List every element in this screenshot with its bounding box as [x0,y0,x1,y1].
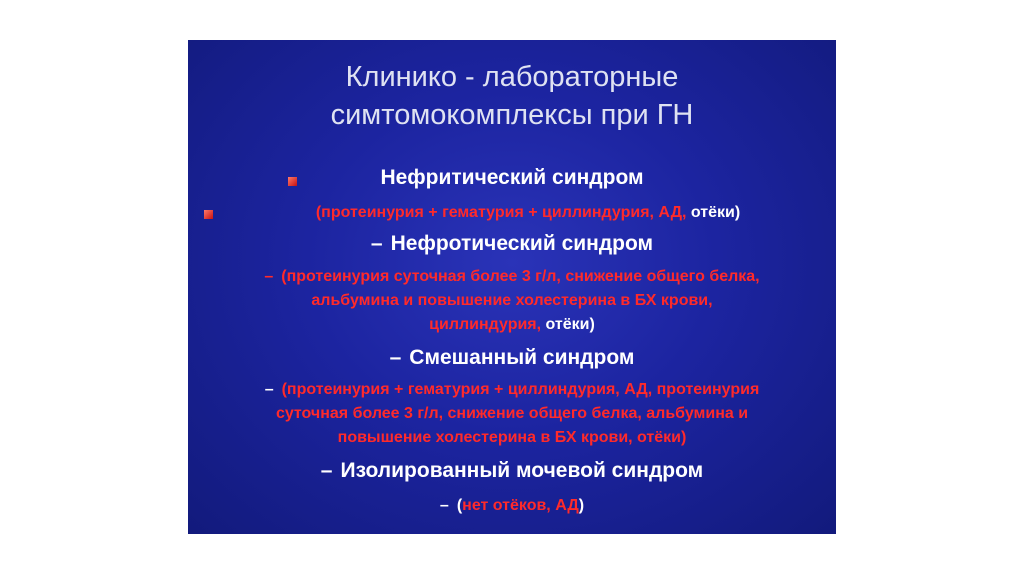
detail-nephrotic-2: альбумина и повышение холестерина в БХ крови, [311,292,713,309]
slide-title [188,58,836,134]
detail-nephrotic-1: – (протеинурия суточная более 3 г/л, снижение общего белка, [264,268,760,285]
detail-mixed-1: – (протеинурия + гематурия + циллиндурия, АД, протеинурия [264,381,760,398]
heading-nephrotic: – Нефротический синдром [370,232,654,255]
detail-mixed-3: повышение холестерина в БХ крови, отёки) [337,429,687,446]
detail-nephrotic-3: циллиндурия, отёки) [429,316,595,333]
heading-nephritic: Нефритический синдром [380,166,644,189]
detail-mixed-2: суточная более 3 г/л, снижение общего белка, альбумина и [275,405,749,422]
title-line-1: Клинико - лабораторные [345,61,679,93]
heading-isolated: – Изолированный мочевой синдром [320,459,704,482]
detail-isolated: – (нет отёков, АД) [439,497,585,514]
title-line-2: симтомокомплексы при ГН [330,99,694,131]
bullet-square-icon [204,210,213,219]
detail-nephritic: (протеинурия + гематурия + циллиндурия, АД, отёки) [315,204,741,221]
heading-mixed: – Смешанный синдром [389,346,635,369]
slide [188,40,836,534]
